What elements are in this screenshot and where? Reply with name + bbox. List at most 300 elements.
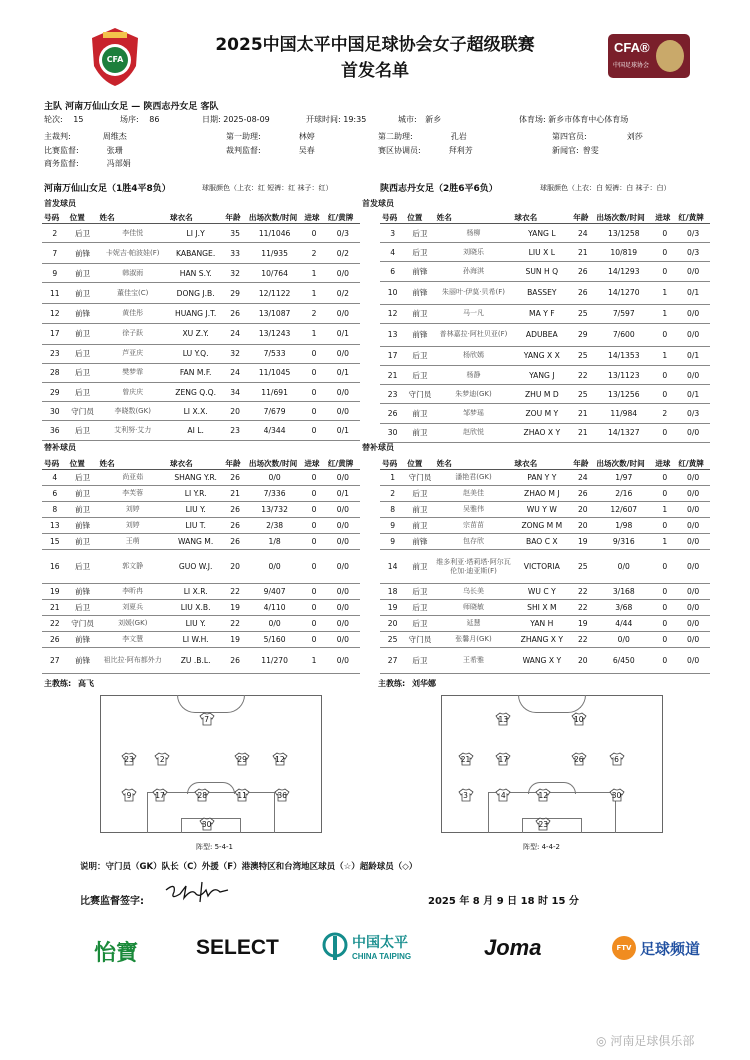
column-header: 号码 [380, 212, 405, 224]
table-cell: 前卫 [68, 502, 98, 518]
table-cell: 4/110 [247, 600, 302, 616]
table-cell: DONG J.B. [168, 283, 223, 304]
shirt-number: 10 [573, 715, 584, 725]
table-cell: 12/1122 [247, 283, 302, 304]
table-cell: 卡妮吉·帕波娃(F) [97, 243, 167, 264]
table-cell: 24 [223, 363, 246, 382]
cfa-logo-right [608, 34, 690, 78]
table-cell: 0 [653, 632, 676, 648]
shirt-number: 30 [201, 820, 212, 830]
table-cell: 19 [223, 632, 246, 648]
signature-label: 比赛监督签字: [80, 896, 144, 907]
table-cell: WANG M. [168, 534, 223, 550]
table-cell: 30 [42, 402, 68, 421]
table-cell: 13/732 [247, 502, 302, 518]
table-cell: 杨欣嫣 [435, 346, 513, 365]
table-cell: 守门员 [405, 470, 434, 486]
shirt-number: 11 [237, 791, 247, 801]
table-cell: 0/3 [676, 243, 710, 262]
table-cell: 刘婷 [97, 518, 167, 534]
table-cell: ADUBEA [512, 323, 571, 346]
table-cell: 0 [653, 243, 676, 262]
table-cell: 前锋 [405, 262, 434, 281]
table-cell: 0/0 [326, 402, 360, 421]
table-row [380, 584, 710, 600]
table-row [42, 632, 360, 648]
player-shirt [495, 788, 511, 802]
venue-info: 体育场: 新乡市体育中心体育场 [519, 115, 629, 124]
table-cell: 0 [302, 502, 325, 518]
home-team-colors: 球服颜色（上衣：红 短裤：红 袜子：红） [202, 184, 333, 192]
table-row [42, 224, 360, 243]
table-cell: 7 [42, 243, 68, 264]
table-cell: 21 [571, 404, 594, 423]
table-cell: 0/2 [326, 243, 360, 264]
table-cell: GUO W.J. [168, 550, 223, 584]
table-cell: 王萌 [97, 534, 167, 550]
column-header: 姓名 [97, 212, 167, 224]
table-row [42, 421, 360, 440]
table-cell: 26 [223, 304, 246, 323]
table-cell: 维多利亚·塔莉塔·阿尔瓦伦加·迪亚斯(F) [435, 550, 513, 584]
table-cell: 17 [42, 323, 68, 344]
table-cell: 前锋 [405, 534, 434, 550]
table-cell: 0/0 [326, 600, 360, 616]
column-header: 出场次数/时间 [594, 212, 653, 224]
table-cell: 后卫 [68, 382, 98, 401]
table-cell: 23 [380, 385, 405, 404]
table-cell: 4 [42, 470, 68, 486]
table-cell: LI Y.R. [168, 486, 223, 502]
table-cell: 0/1 [326, 323, 360, 344]
table-cell: 25 [571, 385, 594, 404]
table-cell: 29 [42, 382, 68, 401]
table-cell: 守门员 [68, 616, 98, 632]
table-cell: 刘夏兵 [97, 600, 167, 616]
table-cell: 0/0 [326, 518, 360, 534]
table-cell: 0/1 [326, 363, 360, 382]
column-header: 号码 [42, 212, 68, 224]
table-cell: 尚亚茹 [97, 470, 167, 486]
table-cell: LI X.X. [168, 402, 223, 421]
column-header: 位置 [68, 212, 98, 224]
table-row [42, 344, 360, 363]
table-cell: 刘晓乐 [435, 243, 513, 262]
table-cell: 0/0 [676, 534, 710, 550]
player-shirt [234, 752, 250, 766]
shirt-number: 12 [538, 791, 548, 801]
table-cell: 26 [571, 262, 594, 281]
table-cell: ZHU M D [512, 385, 571, 404]
table-row [380, 550, 710, 584]
table-row [42, 402, 360, 421]
table-cell: 黄佳彤 [97, 304, 167, 323]
table-cell: 前卫 [68, 534, 98, 550]
table-cell: 26 [223, 502, 246, 518]
table-cell: SHANG Y.R. [168, 470, 223, 486]
table-cell: WU Y W [512, 502, 571, 518]
table-cell: 7/533 [247, 344, 302, 363]
table-cell: LU Y.Q. [168, 344, 223, 363]
table-cell: ZHANG X Y [512, 632, 571, 648]
table-cell: 赵美佳 [435, 486, 513, 502]
player-shirt [121, 788, 137, 802]
official-fourth: 第四官员: 刘莎 [552, 132, 643, 141]
table-cell: 后卫 [405, 346, 434, 365]
shirt-number: 21 [460, 755, 471, 765]
table-cell: 1 [653, 281, 676, 304]
table-cell: 杨静 [435, 365, 513, 384]
table-cell: 11/270 [247, 648, 302, 674]
table-cell: 13/1258 [594, 224, 653, 243]
table-cell: 李昕冉 [97, 584, 167, 600]
table-cell: ZHAO M J [512, 486, 571, 502]
away-subs-label: 替补球员 [362, 443, 394, 452]
table-cell: 22 [223, 616, 246, 632]
table-cell: 吴雅伟 [435, 502, 513, 518]
table-cell: 0 [302, 600, 325, 616]
table-cell: 0/0 [676, 518, 710, 534]
away-subs-table [380, 458, 710, 674]
table-cell: 0/0 [676, 550, 710, 584]
table-cell: 33 [223, 243, 246, 264]
table-cell: 0 [653, 262, 676, 281]
table-cell: 3/68 [594, 600, 653, 616]
table-cell: 1 [302, 323, 325, 344]
official-assistant2: 第二助理: 孔岩 [378, 132, 467, 141]
table-cell: 李晓数(GK) [97, 402, 167, 421]
table-cell: 0 [653, 584, 676, 600]
table-cell: 32 [223, 264, 246, 283]
table-cell: HUANG J.T. [168, 304, 223, 323]
table-cell: 0/0 [676, 584, 710, 600]
table-row [380, 404, 710, 423]
table-cell: 10 [380, 281, 405, 304]
table-cell: 24 [223, 323, 246, 344]
table-cell: 前卫 [405, 404, 434, 423]
table-cell: 19 [380, 600, 405, 616]
table-cell: 后卫 [405, 600, 434, 616]
table-cell: 26 [223, 648, 246, 674]
table-cell: 1/98 [594, 518, 653, 534]
table-row [380, 323, 710, 346]
cfa-logo-subtext: 中国足球协会 [613, 62, 650, 69]
table-cell: 27 [42, 648, 68, 674]
column-header: 球衣名 [168, 458, 223, 470]
table-cell: 4 [380, 243, 405, 262]
table-cell: 2 [302, 304, 325, 323]
table-row [42, 534, 360, 550]
shirt-number: 6 [614, 755, 619, 765]
table-cell: 0 [653, 616, 676, 632]
table-cell: 0 [302, 421, 325, 440]
table-cell: 后卫 [405, 616, 434, 632]
table-cell: 2/38 [247, 518, 302, 534]
table-cell: 29 [223, 283, 246, 304]
table-cell: 0 [653, 423, 676, 442]
table-cell: 26 [380, 404, 405, 423]
table-cell: 0/0 [676, 616, 710, 632]
table-cell: ZHAO X Y [512, 423, 571, 442]
table-cell: 12 [380, 304, 405, 323]
table-cell: VICTORIA [512, 550, 571, 584]
table-row [380, 502, 710, 518]
table-cell: 24 [571, 470, 594, 486]
table-cell: 后卫 [68, 363, 98, 382]
table-cell: 9 [380, 534, 405, 550]
table-cell: 马一凡 [435, 304, 513, 323]
table-cell: 1 [302, 648, 325, 674]
table-cell: 23 [223, 421, 246, 440]
shirt-number: 3 [463, 791, 468, 801]
table-row [380, 385, 710, 404]
table-cell: 前锋 [68, 584, 98, 600]
match-no-info: 场序: 86 [120, 115, 160, 124]
table-cell: PAN Y Y [512, 470, 571, 486]
table-cell: 3 [380, 224, 405, 243]
table-cell: 刘婷 [97, 502, 167, 518]
home-formation-label: 阵型: 5-4-1 [196, 843, 233, 851]
table-cell: 26 [223, 518, 246, 534]
table-cell: SHI X M [512, 600, 571, 616]
table-cell: LIU Y. [168, 616, 223, 632]
official-assistant1: 第一助理: 林婷 [226, 132, 315, 141]
table-cell: 19 [42, 584, 68, 600]
table-cell: 13/1243 [247, 323, 302, 344]
table-cell: 0/0 [676, 323, 710, 346]
table-cell: 22 [223, 584, 246, 600]
table-cell: 乌长美 [435, 584, 513, 600]
table-cell: 前卫 [405, 518, 434, 534]
table-cell: 潘艳君(GK) [435, 470, 513, 486]
table-cell: 韩淑雨 [97, 264, 167, 283]
table-cell: 王希雅 [435, 648, 513, 674]
table-cell: 11/935 [247, 243, 302, 264]
table-cell: 5/160 [247, 632, 302, 648]
table-cell: 21 [223, 486, 246, 502]
cfa-badge-icon [656, 40, 684, 72]
center-arc [177, 695, 245, 713]
table-cell: 后卫 [405, 365, 434, 384]
table-cell: 0 [653, 224, 676, 243]
table-row [42, 648, 360, 674]
table-row [380, 262, 710, 281]
home-starters-label: 首发球员 [44, 199, 76, 208]
table-cell: 10/819 [594, 243, 653, 262]
table-cell: 21 [42, 600, 68, 616]
table-cell: 孙海淇 [435, 262, 513, 281]
table-cell: 20 [380, 616, 405, 632]
table-cell: 0/1 [676, 385, 710, 404]
table-row [42, 518, 360, 534]
page-subtitle: 首发名单 [341, 61, 409, 81]
table-cell: 0 [653, 550, 676, 584]
table-cell: 后卫 [68, 421, 98, 440]
table-cell: 前锋 [68, 304, 98, 323]
table-cell: 35 [223, 224, 246, 243]
column-header: 出场次数/时间 [247, 458, 302, 470]
table-row [42, 584, 360, 600]
table-cell: 1/8 [247, 534, 302, 550]
table-cell: 6/450 [594, 648, 653, 674]
table-cell: 20 [571, 648, 594, 674]
away-formation-pitch [441, 695, 663, 833]
table-cell: XU Z.Y. [168, 323, 223, 344]
shirt-number: 23 [124, 755, 134, 765]
table-cell: 前锋 [68, 648, 98, 674]
table-cell: 前卫 [405, 304, 434, 323]
table-cell: 18 [380, 584, 405, 600]
table-row [380, 600, 710, 616]
player-shirt [458, 788, 474, 802]
player-shirt [199, 817, 215, 831]
table-cell: 9 [380, 518, 405, 534]
table-cell: LI J.Y [168, 224, 223, 243]
table-row [380, 423, 710, 442]
table-cell: 朱梦迪(GK) [435, 385, 513, 404]
table-row [380, 470, 710, 486]
table-cell: 0 [653, 486, 676, 502]
column-header: 球衣名 [512, 458, 571, 470]
home-subs-table [42, 458, 360, 674]
table-row [42, 304, 360, 323]
table-cell: 后卫 [68, 344, 98, 363]
table-cell: 14/1353 [594, 346, 653, 365]
table-cell: 20 [571, 518, 594, 534]
goal-box [522, 818, 582, 833]
table-cell: 守门员 [68, 402, 98, 421]
table-cell: 0 [302, 470, 325, 486]
table-cell: 0 [302, 616, 325, 632]
official-commercial: 商务监督: 冯部娟 [44, 159, 131, 168]
table-cell: 0 [653, 600, 676, 616]
table-cell: 0/0 [326, 616, 360, 632]
table-row [380, 648, 710, 674]
column-header: 球衣名 [168, 212, 223, 224]
table-cell: 25 [571, 346, 594, 365]
table-cell: 22 [42, 616, 68, 632]
table-cell: 前卫 [405, 502, 434, 518]
column-header: 进球 [653, 458, 676, 470]
table-cell: 杨柳 [435, 224, 513, 243]
table-cell: 27 [380, 648, 405, 674]
table-cell: 前卫 [68, 323, 98, 344]
table-cell: 13 [42, 518, 68, 534]
table-cell: LIU Y. [168, 502, 223, 518]
table-cell: 15 [42, 534, 68, 550]
table-cell: 7/679 [247, 402, 302, 421]
table-cell: 36 [42, 421, 68, 440]
table-cell: LIU T. [168, 518, 223, 534]
table-cell: 前卫 [68, 486, 98, 502]
table-cell: 29 [571, 323, 594, 346]
player-shirt [571, 752, 587, 766]
column-header: 号码 [42, 458, 68, 470]
column-header: 球衣名 [512, 212, 571, 224]
table-cell: 李芙蓉 [97, 486, 167, 502]
home-starters-table [42, 212, 360, 441]
column-header: 号码 [380, 458, 405, 470]
table-cell: LIU X L [512, 243, 571, 262]
table-cell: 赵欣悦 [435, 423, 513, 442]
table-cell: 13/1123 [594, 365, 653, 384]
table-cell: 9/407 [247, 584, 302, 600]
table-cell: 芦亚庆 [97, 344, 167, 363]
column-header: 出场次数/时间 [594, 458, 653, 470]
table-cell: 22 [571, 600, 594, 616]
sponsor-joma: Joma [484, 935, 542, 960]
table-cell: 1 [653, 534, 676, 550]
table-cell: 14/1270 [594, 281, 653, 304]
table-row [42, 243, 360, 264]
table-cell: 0 [302, 584, 325, 600]
column-header: 进球 [302, 212, 325, 224]
table-cell: 张馨月(GK) [435, 632, 513, 648]
table-cell: 1/97 [594, 470, 653, 486]
away-starters-label: 首发球员 [362, 199, 394, 208]
player-shirt [535, 788, 551, 802]
teams-line: 主队 河南万仙山女足 — 陕西志丹女足 客队 [44, 102, 219, 112]
table-cell: 3/168 [594, 584, 653, 600]
table-cell: 25 [571, 304, 594, 323]
table-row [380, 534, 710, 550]
table-cell: 0/0 [676, 423, 710, 442]
table-cell: 0 [302, 632, 325, 648]
table-cell: LI X.R. [168, 584, 223, 600]
table-cell: 0/0 [676, 365, 710, 384]
table-cell: 6 [42, 486, 68, 502]
table-cell: WU C Y [512, 584, 571, 600]
table-cell: BAO C X [512, 534, 571, 550]
official-coordinator: 赛区协调员: 拜利芳 [378, 146, 473, 155]
table-cell: 28 [42, 363, 68, 382]
table-cell: 前卫 [68, 283, 98, 304]
table-row [380, 365, 710, 384]
table-cell: 20 [223, 550, 246, 584]
table-cell: 0/0 [326, 264, 360, 283]
table-cell: 前卫 [68, 264, 98, 283]
player-shirt [495, 712, 511, 726]
table-cell: 19 [571, 616, 594, 632]
table-cell: MA Y F [512, 304, 571, 323]
table-row [42, 323, 360, 344]
away-team-colors: 球服颜色（上衣：白 短裤：白 袜子：白） [540, 184, 671, 192]
table-cell: 后卫 [405, 243, 434, 262]
table-cell: 后卫 [405, 224, 434, 243]
table-cell: 13/1087 [247, 304, 302, 323]
column-header: 位置 [68, 458, 98, 470]
table-cell: 董佳宝(C) [97, 283, 167, 304]
table-cell: 0 [302, 402, 325, 421]
table-cell: 0/1 [676, 346, 710, 365]
table-cell: 11/984 [594, 404, 653, 423]
table-cell: 4/44 [594, 616, 653, 632]
table-cell: 22 [571, 584, 594, 600]
table-cell: 前卫 [405, 423, 434, 442]
player-shirt [274, 788, 290, 802]
table-row [380, 281, 710, 304]
column-header: 位置 [405, 212, 434, 224]
official-referee: 主裁判: 周维杰 [44, 132, 127, 141]
table-cell: 李佳悦 [97, 224, 167, 243]
table-cell: 前卫 [405, 550, 434, 584]
table-cell: 7/597 [594, 304, 653, 323]
table-row [42, 382, 360, 401]
table-cell: 23 [42, 344, 68, 363]
table-cell: 2 [653, 404, 676, 423]
table-cell: 26 [223, 470, 246, 486]
table-cell: 樊梦霏 [97, 363, 167, 382]
